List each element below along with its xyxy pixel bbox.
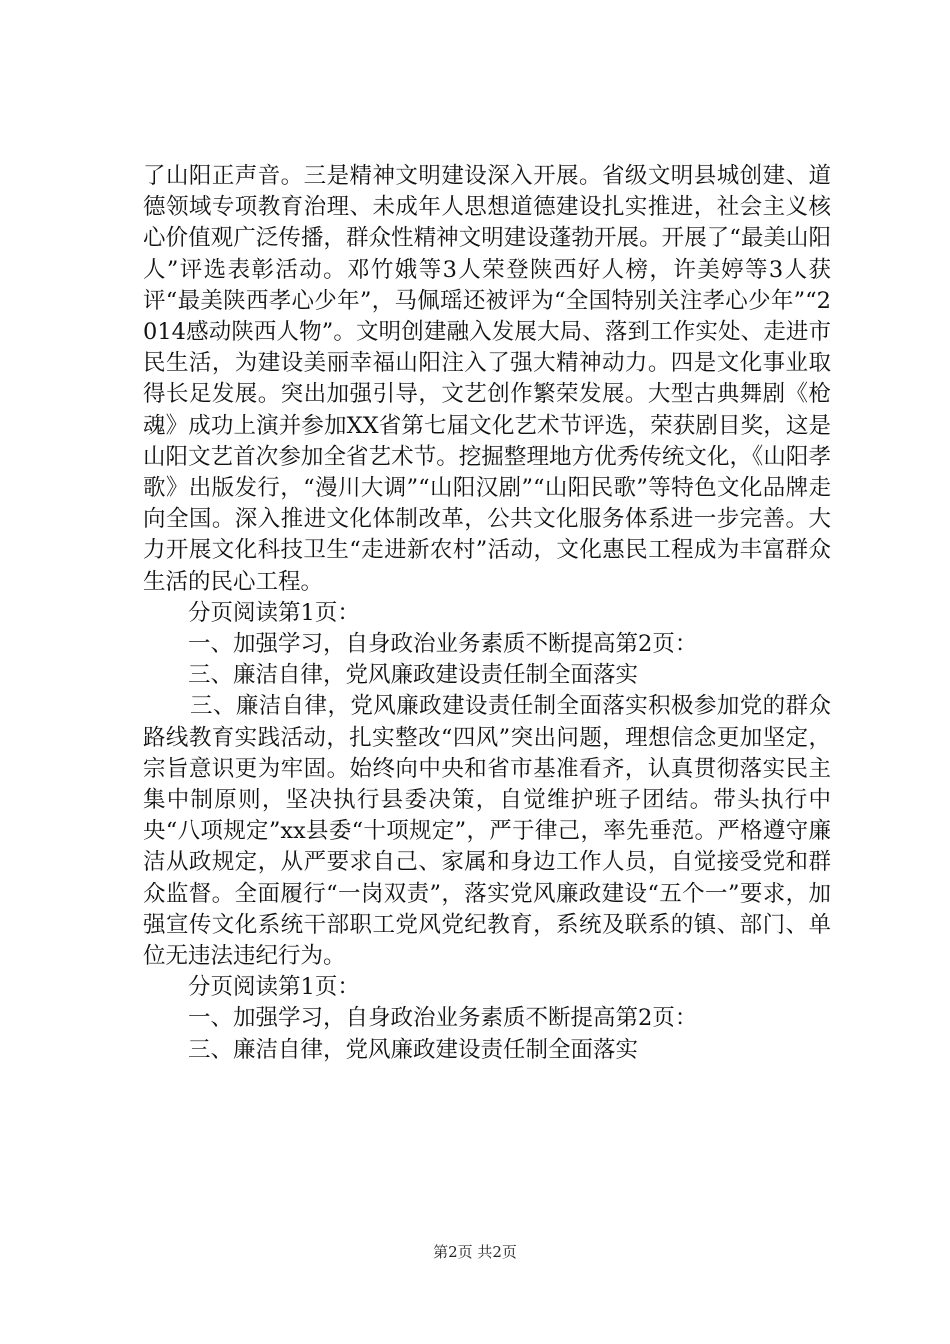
document-body [143,161,831,1066]
pagination-line-4: 一、加强学习，自身政治业务素质不断提高第2页： [188,1005,698,1032]
section-heading-repeat: 三、廉洁自律，党风廉政建设责任制全面落实 [188,1036,639,1063]
paragraph-integrity: 三、廉洁自律，党风廉政建设责任制全面落实积极参加党的群众路线教育实践活动，扎实整改“四风”突出问题，理想信念更加坚定，宗旨意识更为牢固。始终向中央和省市基准看齐，认真贯彻落实民主集中制原则，坚决执行县委决策，自觉维护班子团结。带头执行中央“八项规定”xx县委“十项规定”，严于律己，率先垂范。严格遵守廉洁从政规定，从严要求自己、家属和身边工作人员，自觉接受党和群众监督。全面履行“一岗双责”，落实党风廉政建设“五个一”要求，加强宣传文化系统干部职工党风党纪教育，系统及联系的镇、部门、单位无违法违纪行为。 [143,693,831,970]
pagination-line-1: 分页阅读第1页： [188,599,360,626]
pagination-line-3: 分页阅读第1页： [188,974,360,1001]
page-footer: 第2页 共2页 [433,1243,517,1261]
paragraph-culture-achievements: 了山阳正声音。三是精神文明建设深入开展。省级文明县城创建、道德领域专项教育治理、未成年人思想道德建设扎实推进，社会主义核心价值观广泛传播，群众性精神文明建设蓬勃开展。开展了“最美山阳人”评选表彰活动。邓竹娥等3人荣登陕西好人榜，许美婷等3人获评“最美陕西孝心少年”，马佩瑶还被评为“全国特别关注孝心少年”“2014感动陕西人物”。文明创建融入发展大局、落到工作实处、走进市民生活，为建设美丽幸福山阳注入了强大精神动力。四是文化事业取得长足发展。突出加强引导，文艺创作繁荣发展。大型古典舞剧《枪魂》成功上演并参加XX省第七届文化艺术节评选，荣获剧目奖，这是山阳文艺首次参加全省艺术节。挖掘整理地方优秀传统文化，《山阳孝歌》出版发行，“漫川大调”“山阳汉剧”“山阳民歌”等特色文化品牌走向全国。深入推进文化体制改革，公共文化服务体系进一步完善。大力开展文化科技卫生“走进新农村”活动，文化惠民工程成为丰富群众生活的民心工程。 [143,163,831,595]
pagination-line-2: 一、加强学习，自身政治业务素质不断提高第2页： [188,631,698,658]
section-heading: 三、廉洁自律，党风廉政建设责任制全面落实 [188,662,639,689]
